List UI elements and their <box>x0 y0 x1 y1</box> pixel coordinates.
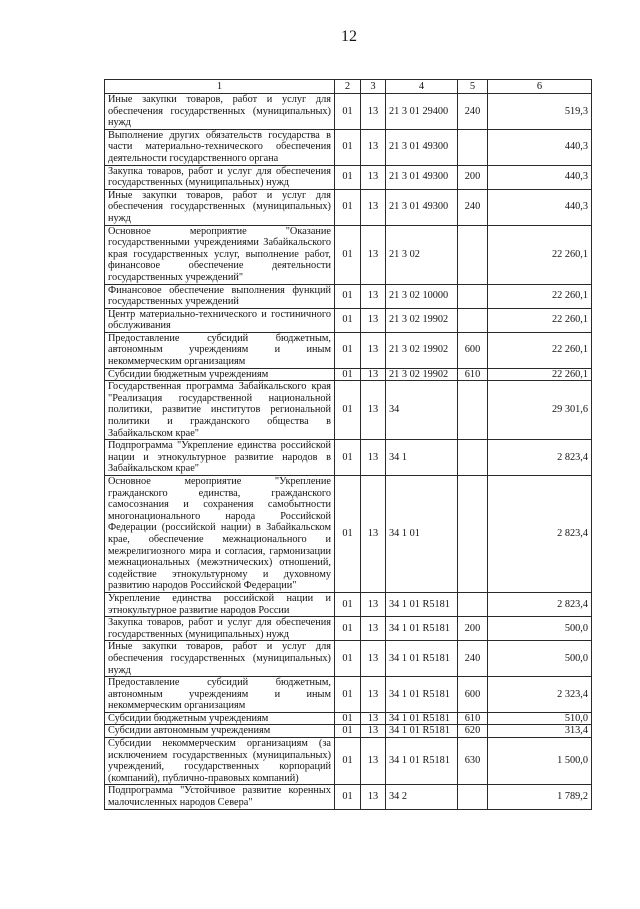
section-code: 01 <box>335 129 361 165</box>
item-name: Укрепление единства российской нации и этнокультурное развитие народов России <box>105 592 335 616</box>
expense-type-code: 600 <box>458 677 488 713</box>
amount: 2 823,4 <box>488 476 592 593</box>
expense-type-code: 610 <box>458 368 488 381</box>
subsection-code: 13 <box>361 592 386 616</box>
table-body <box>105 94 592 810</box>
target-article-code: 34 1 <box>386 440 458 476</box>
table-row <box>105 284 592 308</box>
section-code: 01 <box>335 332 361 368</box>
table-row <box>105 225 592 284</box>
expense-type-code: 610 <box>458 712 488 725</box>
table-row <box>105 381 592 440</box>
target-article-code: 34 <box>386 381 458 440</box>
item-name: Выполнение других обязательств государства в части материально-технического обеспечения деятельности государственного органа <box>105 129 335 165</box>
section-code: 01 <box>335 785 361 809</box>
page-number: 12 <box>341 28 357 45</box>
target-article-code: 34 1 01 <box>386 476 458 593</box>
section-code: 01 <box>335 617 361 641</box>
amount: 313,4 <box>488 725 592 738</box>
table-row <box>105 476 592 593</box>
target-article-code: 21 3 02 <box>386 225 458 284</box>
item-name: Предоставление субсидий бюджетным, автономным учреждениям и иным некоммерческим организациям <box>105 332 335 368</box>
target-article-code: 34 1 01 R5181 <box>386 592 458 616</box>
column-header: 2 <box>335 80 361 94</box>
item-name: Закупка товаров, работ и услуг для обеспечения государственных (муниципальных) нужд <box>105 617 335 641</box>
item-name: Иные закупки товаров, работ и услуг для обеспечения государственных (муниципальных) нужд <box>105 641 335 677</box>
section-code: 01 <box>335 592 361 616</box>
section-code: 01 <box>335 381 361 440</box>
section-code: 01 <box>335 476 361 593</box>
target-article-code: 21 3 02 19902 <box>386 332 458 368</box>
subsection-code: 13 <box>361 617 386 641</box>
table-row <box>105 617 592 641</box>
section-code: 01 <box>335 440 361 476</box>
target-article-code: 34 1 01 R5181 <box>386 712 458 725</box>
table-row <box>105 129 592 165</box>
expense-type-code: 600 <box>458 332 488 368</box>
subsection-code: 13 <box>361 381 386 440</box>
amount: 519,3 <box>488 94 592 130</box>
expense-type-code <box>458 129 488 165</box>
target-article-code: 21 3 01 29400 <box>386 94 458 130</box>
subsection-code: 13 <box>361 725 386 738</box>
expense-type-code <box>458 592 488 616</box>
amount: 440,3 <box>488 129 592 165</box>
item-name: Иные закупки товаров, работ и услуг для обеспечения государственных (муниципальных) нужд <box>105 94 335 130</box>
subsection-code: 13 <box>361 785 386 809</box>
target-article-code: 34 1 01 R5181 <box>386 725 458 738</box>
subsection-code: 13 <box>361 641 386 677</box>
amount: 22 260,1 <box>488 368 592 381</box>
item-name: Предоставление субсидий бюджетным, автономным учреждениям и иным некоммерческим организациям <box>105 677 335 713</box>
item-name: Основное мероприятие "Оказание государственными учреждениями Забайкальского края государственных услуг, выполнение работ, финансовое обеспечение деятельности государственных учреждений" <box>105 225 335 284</box>
table-row <box>105 738 592 785</box>
amount: 22 260,1 <box>488 308 592 332</box>
amount: 1 789,2 <box>488 785 592 809</box>
target-article-code: 34 1 01 R5181 <box>386 617 458 641</box>
target-article-code: 34 1 01 R5181 <box>386 677 458 713</box>
amount: 500,0 <box>488 617 592 641</box>
item-name: Финансовое обеспечение выполнения функций государственных учреждений <box>105 284 335 308</box>
expense-type-code <box>458 284 488 308</box>
amount: 1 500,0 <box>488 738 592 785</box>
subsection-code: 13 <box>361 738 386 785</box>
table-row <box>105 592 592 616</box>
target-article-code: 21 3 02 19902 <box>386 308 458 332</box>
budget-table <box>104 79 592 810</box>
subsection-code: 13 <box>361 94 386 130</box>
subsection-code: 13 <box>361 225 386 284</box>
item-name: Закупка товаров, работ и услуг для обеспечения государственных (муниципальных) нужд <box>105 165 335 189</box>
section-code: 01 <box>335 725 361 738</box>
section-code: 01 <box>335 284 361 308</box>
expense-type-code <box>458 440 488 476</box>
item-name: Субсидии бюджетным учреждениям <box>105 368 335 381</box>
subsection-code: 13 <box>361 440 386 476</box>
table-header-row <box>105 80 592 94</box>
column-header: 4 <box>386 80 458 94</box>
expense-type-code: 200 <box>458 165 488 189</box>
table-row <box>105 440 592 476</box>
column-header: 6 <box>488 80 592 94</box>
amount: 2 323,4 <box>488 677 592 713</box>
table-row <box>105 712 592 725</box>
item-name: Основное мероприятие "Укрепление гражданского единства, гражданского самосознания и сохранения самобытности многонационального народа Российской Федерации (российской нации) в Забайкальском крае, обеспечение межнационального и межрелигиозного мира и согласия, гармонизации межнациональных (межэтнических) отношений, содействие этнокультурному и духовному развитию народов Российской Федерации" <box>105 476 335 593</box>
table-row <box>105 725 592 738</box>
item-name: Иные закупки товаров, работ и услуг для обеспечения государственных (муниципальных) нужд <box>105 189 335 225</box>
amount: 510,0 <box>488 712 592 725</box>
amount: 500,0 <box>488 641 592 677</box>
section-code: 01 <box>335 738 361 785</box>
amount: 22 260,1 <box>488 332 592 368</box>
column-header: 1 <box>105 80 335 94</box>
item-name: Государственная программа Забайкальского края "Реализация государственной национальной политики, развитие институтов региональной политики и гражданского общества в Забайкальском крае" <box>105 381 335 440</box>
item-name: Субсидии автономным учреждениям <box>105 725 335 738</box>
amount: 22 260,1 <box>488 284 592 308</box>
amount: 440,3 <box>488 189 592 225</box>
subsection-code: 13 <box>361 165 386 189</box>
amount: 440,3 <box>488 165 592 189</box>
target-article-code: 21 3 01 49300 <box>386 165 458 189</box>
table-row <box>105 677 592 713</box>
expense-type-code: 240 <box>458 94 488 130</box>
expense-type-code: 240 <box>458 189 488 225</box>
expense-type-code: 620 <box>458 725 488 738</box>
expense-type-code: 200 <box>458 617 488 641</box>
section-code: 01 <box>335 308 361 332</box>
table-row <box>105 94 592 130</box>
item-name: Подпрограмма "Укрепление единства российской нации и этнокультурное развитие народов в Забайкальском крае" <box>105 440 335 476</box>
subsection-code: 13 <box>361 284 386 308</box>
section-code: 01 <box>335 165 361 189</box>
expense-type-code <box>458 476 488 593</box>
section-code: 01 <box>335 94 361 130</box>
column-header: 5 <box>458 80 488 94</box>
table-row <box>105 785 592 809</box>
target-article-code: 21 3 01 49300 <box>386 189 458 225</box>
subsection-code: 13 <box>361 677 386 713</box>
table-row <box>105 641 592 677</box>
table-row <box>105 189 592 225</box>
table-row <box>105 368 592 381</box>
expense-type-code <box>458 785 488 809</box>
target-article-code: 34 1 01 R5181 <box>386 738 458 785</box>
table-row <box>105 165 592 189</box>
subsection-code: 13 <box>361 129 386 165</box>
amount: 2 823,4 <box>488 592 592 616</box>
expense-type-code: 240 <box>458 641 488 677</box>
item-name: Центр материально-технического и гостиничного обслуживания <box>105 308 335 332</box>
table-row <box>105 308 592 332</box>
target-article-code: 34 1 01 R5181 <box>386 641 458 677</box>
target-article-code: 21 3 02 10000 <box>386 284 458 308</box>
amount: 2 823,4 <box>488 440 592 476</box>
section-code: 01 <box>335 189 361 225</box>
subsection-code: 13 <box>361 189 386 225</box>
subsection-code: 13 <box>361 476 386 593</box>
item-name: Подпрограмма "Устойчивое развитие коренных малочисленных народов Севера" <box>105 785 335 809</box>
section-code: 01 <box>335 677 361 713</box>
amount: 22 260,1 <box>488 225 592 284</box>
table-row <box>105 332 592 368</box>
section-code: 01 <box>335 712 361 725</box>
expense-type-code <box>458 381 488 440</box>
target-article-code: 21 3 01 49300 <box>386 129 458 165</box>
expense-type-code: 630 <box>458 738 488 785</box>
section-code: 01 <box>335 641 361 677</box>
item-name: Субсидии некоммерческим организациям (за исключением государственных (муниципальных) учреждений, государственных корпораций (компаний), публично-правовых компаний) <box>105 738 335 785</box>
target-article-code: 34 2 <box>386 785 458 809</box>
section-code: 01 <box>335 225 361 284</box>
section-code: 01 <box>335 368 361 381</box>
subsection-code: 13 <box>361 368 386 381</box>
subsection-code: 13 <box>361 712 386 725</box>
expense-type-code <box>458 308 488 332</box>
amount: 29 301,6 <box>488 381 592 440</box>
target-article-code: 21 3 02 19902 <box>386 368 458 381</box>
item-name: Субсидии бюджетным учреждениям <box>105 712 335 725</box>
subsection-code: 13 <box>361 308 386 332</box>
expense-type-code <box>458 225 488 284</box>
subsection-code: 13 <box>361 332 386 368</box>
column-header: 3 <box>361 80 386 94</box>
